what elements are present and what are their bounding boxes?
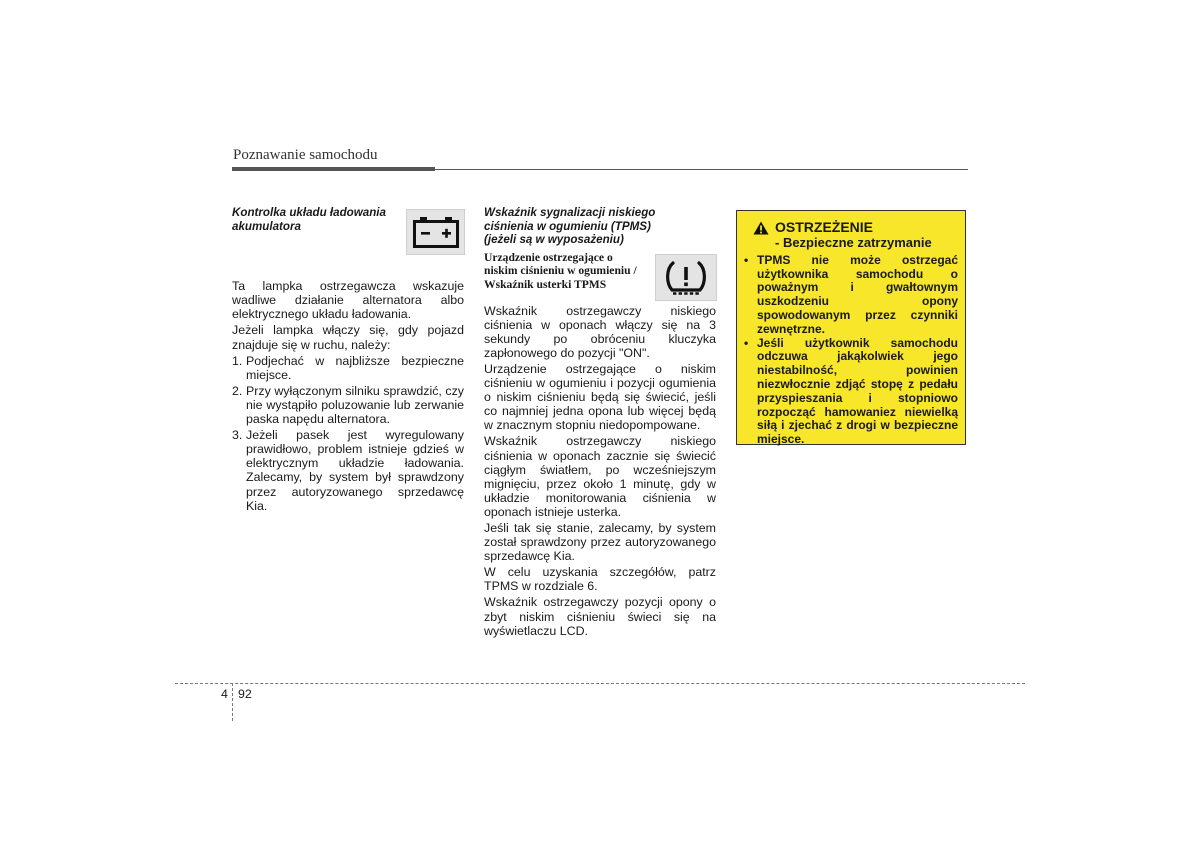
- tire-pressure-warning-icon: [655, 254, 717, 301]
- header-rule-thick: [232, 167, 435, 171]
- tpms-paragraph: Wskaźnik ostrzegawczy niskiego ciśnienia w oponach zacznie się świecić ciągłym światłem, po wcześniejszym mignięciu, przez około 1 minutę, gdy w układzie monitorowania ciśnienia w oponach istnieje usterka.: [484, 434, 716, 519]
- tpms-paragraph: Urządzenie ostrzegające o niskim ciśnieniu w ogumieniu i pozycji ogumienia o niskim ciśnieniu będą się świecić, jeśli co najmniej jedna opona lub więcej będą w znacznym stopniu niedopompowane.: [484, 361, 716, 433]
- battery-icon: [406, 209, 465, 255]
- battery-intro: Ta lampka ostrzegawcza wskazuje wadliwe działanie alternatora albo elektrycznego układu ładowania.: [232, 279, 464, 322]
- warning-item: • Jeśli użytkownik samochodu odczuwa jakąkolwiek jego niestabilność, powinien niezwłocznie zdjąć stopę z pedału przyspieszania i stopniowo rozpocząć hamowaniez niewielką siłą i zjechać z drogi w bezpieczne miejsce.: [744, 335, 958, 447]
- tpms-paragraph: Wskaźnik ostrzegawczy niskiego ciśnienia w oponach włączy się na 3 sekundy po obróceniu kluczyka zapłonowego do pozycji "ON".: [484, 303, 716, 360]
- warning-title: OSTRZEŻENIE: [775, 219, 874, 236]
- tpms-subtitle: Urządzenie ostrzegające o niskim ciśnieniu w ogumieniu / Wskaźnik usterki TPMS: [484, 250, 637, 291]
- battery-lead: Jeżeli lampka włączy się, gdy pojazd znajduje się w ruchu, należy:: [232, 323, 464, 352]
- footer-vertical-divider: [232, 683, 233, 721]
- warning-triangle-icon: [753, 221, 769, 235]
- tpms-section-title: Wskaźnik sygnalizacji niskiego ciśnienia w ogumieniu (TPMS) (jeżeli są w wyposażeniu): [484, 206, 656, 247]
- page-number: 92: [238, 687, 252, 701]
- chapter-number: 4: [221, 687, 228, 701]
- tpms-paragraph: Jeśli tak się stanie, zalecamy, by system został sprawdzony przez autoryzowanego sprzedawcę Kia.: [484, 520, 716, 564]
- footer-divider: [175, 683, 1025, 684]
- step-item: 1. Podjechać w najbliższe bezpieczne miejsce.: [232, 353, 464, 382]
- tpms-paragraph: W celu uzyskania szczegółów, patrz TPMS w rozdziale 6.: [484, 565, 716, 594]
- warning-box: [736, 210, 966, 445]
- battery-steps: [232, 354, 464, 513]
- battery-section-title: Kontrolka układu ładowania akumulatora: [232, 206, 386, 233]
- warning-list: [744, 254, 958, 447]
- step-item: 2. Przy wyłączonym silniku sprawdzić, czy nie wystąpiło poluzowanie lub zerwanie paska napędu alternatora.: [232, 383, 464, 427]
- step-item: 3. Jeżeli pasek jest wyregulowany prawidłowo, problem istnieje gdzieś w elektrycznym układzie ładowania. Zalecamy, by system był sprawdzony przez autoryzowanego sprzedawcę Kia.: [232, 428, 464, 513]
- warning-item: • TPMS nie może ostrzegać użytkownika samochodu o poważnym i gwałtownym uszkodzeniu opony spowodowanym przez czynniki zewnętrzne.: [744, 252, 958, 336]
- header-rule-thin: [435, 169, 968, 170]
- warning-subtitle: - Bezpieczne zatrzymanie: [775, 235, 932, 250]
- page-header-title: Poznawanie samochodu: [233, 147, 378, 163]
- tpms-paragraph: Wskaźnik ostrzegawczy pozycji opony o zbyt niskim ciśnieniu świeci się na wyświetlaczu LCD.: [484, 595, 716, 638]
